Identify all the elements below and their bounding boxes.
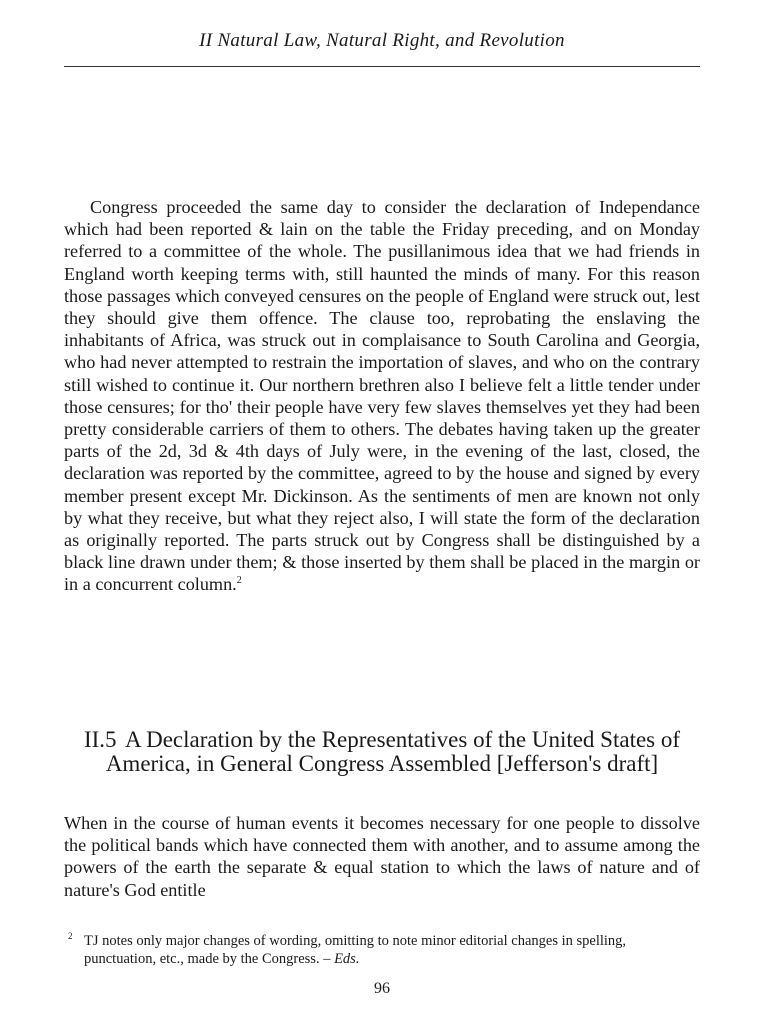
section-heading: [64, 728, 700, 776]
running-head: [64, 30, 700, 52]
intro-paragraph: [64, 196, 700, 596]
running-head-title: Natural Law, Natural Right, and Revolution: [217, 30, 565, 51]
footnote-attribution: Eds.: [334, 951, 360, 967]
section-number: II.5: [83, 727, 117, 752]
footnote-text: TJ notes only major changes of wording, omitting to note minor editorial changes in spelling, punctuation, etc., made by the Congress. –: [84, 933, 627, 967]
footnote: 2 TJ notes only major changes of wording, omitting to note minor editorial changes in spelling, punctuation, etc., made by the Congress. – Eds.: [68, 931, 627, 967]
chapter-number: II: [199, 30, 213, 51]
page-number: 96: [374, 980, 390, 997]
footnote-reference[interactable]: 2: [236, 575, 242, 587]
header-rule: [64, 66, 700, 67]
intro-paragraph-text: Congress proceeded the same day to consider the declaration of Independance which had been reported & lain on the table the Friday preceding, and on Monday referred to a committee of the whole. The pusillanimous idea that we had friends in England worth keeping terms with, still haunted the minds of many. For this reason those passages which conveyed censures on the people of England were struck out, lest they should give them offence. The clause too, reprobating the enslaving the inhabitants of Africa, was struck out in complaisance to South Carolina and Georgia, who had never attempted to restrain the importation of slaves, and who on the contrary still wished to continue it. Our northern brethren also I believe felt a little tender under those censures; for tho' their people have very few slaves themselves yet they had been pretty considerable carriers of them to others. The debates having taken up the greater parts of the 2d, 3d & 4th days of July were, in the evening of the last, closed, the declaration was reported by the committee, agreed to by the house and signed by every member present except Mr. Dickinson. As the sentiments of men are known not only by what they receive, but what they reject also, I will state the form of the declaration as originally reported. The parts struck out by Congress shall be distinguished by a black line drawn under them; & those inserted by them shall be placed in the margin or in a concurrent column.: [64, 197, 700, 595]
declaration-paragraph: When in the course of human events it becomes necessary for one people to dissolve the political bands which have connected them with another, and to assume among the powers of the earth the separate & equal station to which the laws of nature and of nature's God entitle: [64, 813, 700, 900]
section-title: A Declaration by the Representatives of the United States of America, in General Congress Assembled [Jefferson's draft]: [105, 727, 681, 776]
